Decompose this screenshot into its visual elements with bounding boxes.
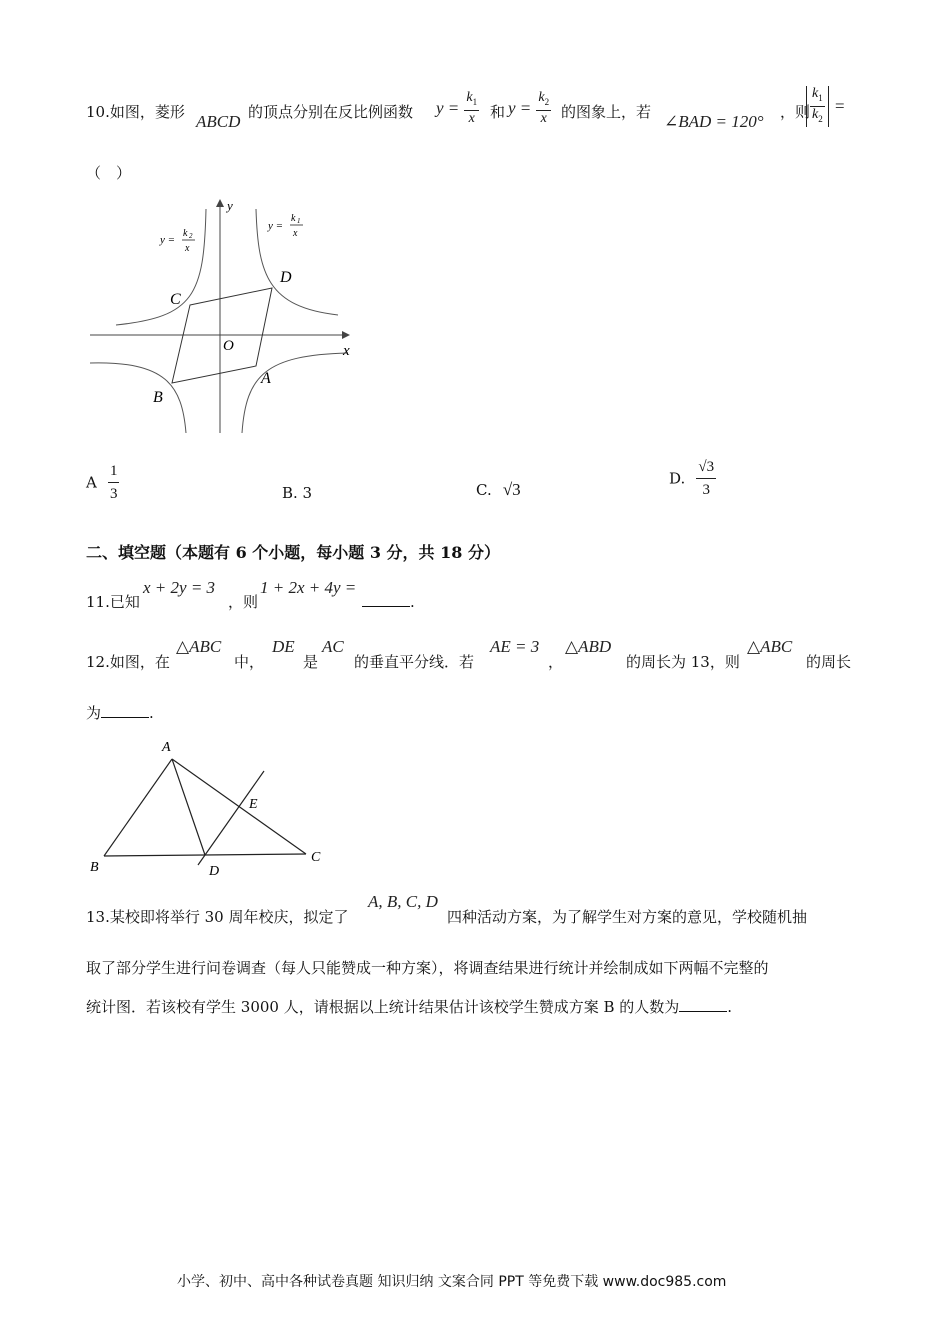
q10-angle: ∠BAD = 120° bbox=[664, 112, 764, 131]
q10-text1: 的顶点分别在反比例函数 bbox=[248, 103, 414, 121]
q12-triangle-abc-2: △ABC bbox=[747, 637, 793, 656]
q10-ratio-abs: $\frac{k_1}{k_2}$ = bbox=[806, 86, 845, 127]
origin-label: O bbox=[223, 338, 234, 354]
q12-figure bbox=[86, 735, 346, 885]
svg-text:k: k bbox=[291, 213, 296, 224]
q12-segment-de: DE bbox=[272, 637, 295, 656]
q12-triangle-abd: △ABD bbox=[565, 637, 612, 656]
point-b-label: B bbox=[90, 860, 99, 875]
segment-ab bbox=[104, 759, 172, 856]
svg-text:2: 2 bbox=[189, 232, 193, 240]
page-footer: 小学、初中、高中各种试卷真题 知识归纳 文案合同 PPT 等免费下载 www.doc985.com bbox=[177, 1274, 727, 1290]
q10-and: 和 bbox=[490, 103, 506, 121]
q11-answer-blank[interactable]: . bbox=[362, 592, 415, 612]
q13-line2: 取了部分学生进行问卷调查（每人只能赞成一种方案），将调查结果进行统计并绘制成如下两幅不完整的 bbox=[86, 959, 769, 977]
q11-prefix: 11.已知 bbox=[86, 593, 140, 611]
q11-then: ，则 bbox=[228, 593, 259, 611]
q12-segment-ac: AC bbox=[322, 637, 344, 656]
q12-ae-value: AE = 3 bbox=[490, 637, 540, 656]
q10-option-d: D. $\frac{√3}{3}$ bbox=[669, 456, 716, 501]
q10-function-k1: y = $\frac{k_1}{x}$ bbox=[436, 90, 478, 126]
q13-line3: 统计图．若该校有学生 3000 人，请根据以上统计结果估计该校学生赞成方案 B 的人数为 . bbox=[86, 998, 733, 1016]
q10-figure bbox=[86, 195, 366, 440]
q13-text1: 四种活动方案，为了解学生对方案的意见，学校随机抽 bbox=[447, 908, 808, 926]
curve-k2-label bbox=[159, 228, 195, 254]
curve-k1-label bbox=[267, 213, 303, 239]
q10-text2: 的图象上，若 bbox=[561, 103, 652, 121]
curve-k2-branch-lower bbox=[242, 353, 348, 433]
q12-zhong: 中， bbox=[234, 653, 265, 671]
q12-text3: 的周长 bbox=[806, 653, 852, 671]
q10-shape-name: ABCD bbox=[196, 112, 241, 131]
q12-prefix: 12.如图，在 bbox=[86, 653, 170, 671]
q10-option-a: A $\frac{1}{3}$ bbox=[86, 460, 119, 505]
segment-ad bbox=[172, 759, 205, 855]
point-d-label: D bbox=[280, 269, 292, 286]
q10-prefix: 10.如图，菱形 bbox=[86, 103, 185, 121]
q13-answer-blank[interactable] bbox=[679, 997, 727, 1012]
point-c-label: C bbox=[170, 291, 181, 308]
section-heading: 二、填空题（本题有 6 个小题，每小题 3 分，共 18 分） bbox=[86, 543, 500, 562]
point-a-label: A bbox=[261, 370, 271, 387]
x-axis-arrow bbox=[342, 331, 350, 339]
svg-text:k: k bbox=[183, 228, 188, 239]
svg-text:x: x bbox=[185, 243, 190, 254]
point-d-label: D bbox=[209, 864, 220, 879]
q11-equation-given: x + 2y = 3 bbox=[143, 578, 216, 597]
point-e-label: E bbox=[249, 797, 258, 812]
svg-text:1: 1 bbox=[297, 217, 301, 225]
q10-option-b: B. 3 bbox=[282, 484, 313, 502]
point-c-label: C bbox=[311, 850, 321, 865]
svg-text:x: x bbox=[293, 228, 298, 239]
svg-text:y =: y = bbox=[268, 220, 284, 232]
y-axis-label: y bbox=[227, 198, 233, 213]
q10-answer-paren: （ ） bbox=[86, 164, 132, 182]
q10-option-c: C. √3 bbox=[476, 480, 521, 499]
q10-text3: ，则 bbox=[780, 103, 811, 121]
point-a-label: A bbox=[162, 740, 171, 755]
q12-text2: 的周长为 13，则 bbox=[626, 653, 740, 671]
q10-function-k2: y = $\frac{k_2}{x}$ bbox=[508, 90, 550, 126]
q12-shi: 是 bbox=[303, 653, 319, 671]
q12-comma: ， bbox=[548, 653, 564, 671]
q12-answer-blank[interactable]: 为 . bbox=[86, 704, 154, 722]
y-axis-arrow bbox=[216, 199, 224, 207]
svg-text:y =: y = bbox=[160, 234, 176, 246]
q11-expression: 1 + 2x + 4y = bbox=[260, 578, 357, 597]
q13-prefix: 13.某校即将举行 30 周年校庆，拟定了 bbox=[86, 908, 349, 926]
curve-k1-branch-lower bbox=[90, 363, 186, 433]
curve-k2-branch-upper bbox=[116, 209, 206, 325]
point-b-label: B bbox=[153, 389, 163, 406]
x-axis-label: x bbox=[343, 343, 350, 359]
q12-text1: 的垂直平分线．若 bbox=[354, 653, 475, 671]
q13-plan-letters: A, B, C, D bbox=[368, 892, 438, 911]
q12-triangle-abc: △ABC bbox=[176, 637, 222, 656]
